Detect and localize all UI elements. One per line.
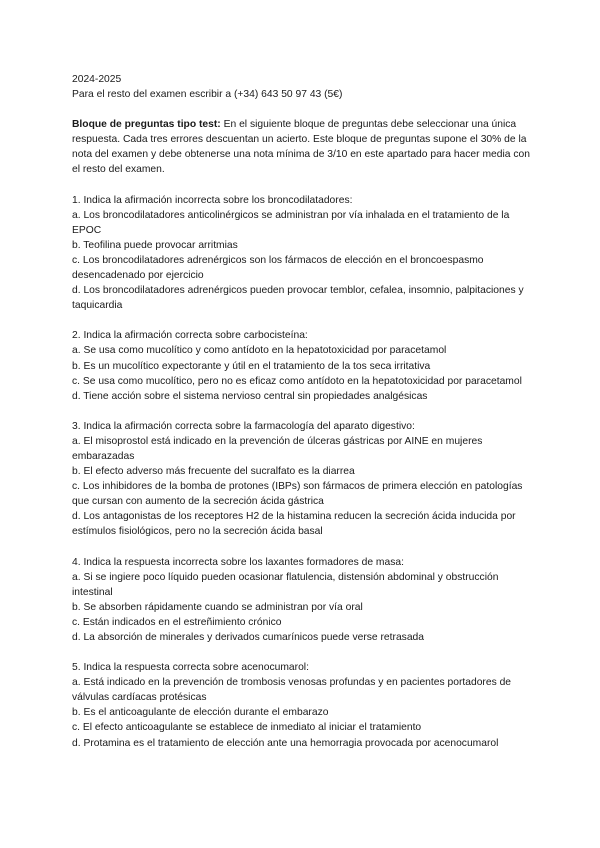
- answer-option-a: a. Se usa como mucolítico y como antídoto en la hepatotoxicidad por paracetamol: [72, 345, 447, 357]
- test-block-instructions: [72, 117, 534, 177]
- question-stem: 4. Indica la respuesta incorrecta sobre los laxantes formadores de masa:: [72, 556, 404, 568]
- test-block-label: Bloque de preguntas tipo test:: [72, 119, 221, 131]
- answer-option-c: c. El efecto anticoagulante se establece de inmediato al iniciar el tratamiento: [72, 722, 422, 734]
- question-3: [72, 419, 534, 540]
- answer-option-c: c. Los broncodilatadores adrenérgicos son los fármacos de elección en el broncoespasmo desencadenado por ejercicio: [72, 254, 484, 282]
- question-1: [72, 193, 534, 314]
- question-stem: 3. Indica la afirmación correcta sobre la farmacología del aparato digestivo:: [72, 420, 415, 432]
- question-2: [72, 328, 534, 403]
- exam-header: [72, 72, 534, 102]
- contact-line: Para el resto del examen escribir a (+34) 643 50 97 43 (5€): [72, 89, 343, 101]
- answer-option-d: d. Los antagonistas de los receptores H2 de la histamina reducen la secreción ácida inducida por estímulos fisiológicos, pero no la secreción ácida basal: [72, 511, 516, 538]
- question-stem: 1. Indica la afirmación incorrecta sobre los broncodilatadores:: [72, 194, 353, 206]
- answer-option-d: d. Tiene acción sobre el sistema nervioso central sin propiedades analgésicas: [72, 390, 428, 402]
- question-4: [72, 555, 534, 646]
- academic-year: 2024-2025: [72, 74, 122, 85]
- question-stem: 2. Indica la afirmación correcta sobre carbocisteína:: [72, 330, 308, 342]
- answer-option-b: b. Es un mucolítico expectorante y útil en el tratamiento de la tos seca irritativa: [72, 360, 431, 372]
- question-5: [72, 660, 534, 751]
- answer-option-c: c. Están indicados en el estreñimiento crónico: [72, 616, 282, 628]
- test-block-text: En el siguiente bloque de preguntas debe seleccionar una única respuesta. Cada tres errores descuentan un acierto. Este bloque de preguntas supone el 30% de la nota del examen y debe obtenerse una nota mínima de 3/10 en este apartado para hacer media con el resto del examen.: [72, 119, 530, 176]
- answer-option-a: a. El misoprostol está indicado en la prevención de úlceras gástricas por AINE en mujeres embarazadas: [72, 435, 483, 462]
- answer-option-b: b. El efecto adverso más frecuente del sucralfato es la diarrea: [72, 466, 355, 478]
- answer-option-c: c. Los inhibidores de la bomba de protones (IBPs) son fármacos de primera elección en patologías que cursan con aumento de la secreción ácida gástrica: [72, 481, 523, 508]
- answer-option-d: d. La absorción de minerales y derivados cumarínicos puede verse retrasada: [72, 632, 424, 643]
- question-stem: 5. Indica la respuesta correcta sobre acenocumarol:: [72, 662, 309, 674]
- answer-option-a: a. Está indicado en la prevención de trombosis venosas profundas y en pacientes portadores de válvulas cardíacas protésicas: [72, 677, 512, 704]
- answer-option-a: a. Los broncodilatadores anticolinérgicos se administran por vía inhalada en el tratamiento de la EPOC: [72, 209, 510, 236]
- answer-option-b: b. Teofilina puede provocar arritmias: [72, 239, 238, 251]
- answer-option-b: b. Se absorben rápidamente cuando se administran por vía oral: [72, 601, 363, 613]
- answer-option-d: d. Los broncodilatadores adrenérgicos pueden provocar temblor, cefalea, insomnio, palpitaciones y taquicardia: [72, 285, 524, 312]
- exam-page: [72, 72, 534, 766]
- answer-option-d: d. Protamina es el tratamiento de elección ante una hemorragia provocada por acenocumarol: [72, 737, 499, 749]
- answer-option-a: a. Si se ingiere poco líquido pueden ocasionar flatulencia, distensión abdominal y obstrucción intestinal: [72, 571, 499, 598]
- answer-option-c: c. Se usa como mucolítico, pero no es eficaz como antídoto en la hepatotoxicidad por paracetamol: [72, 375, 522, 387]
- answer-option-b: b. Es el anticoagulante de elección durante el embarazo: [72, 707, 329, 719]
